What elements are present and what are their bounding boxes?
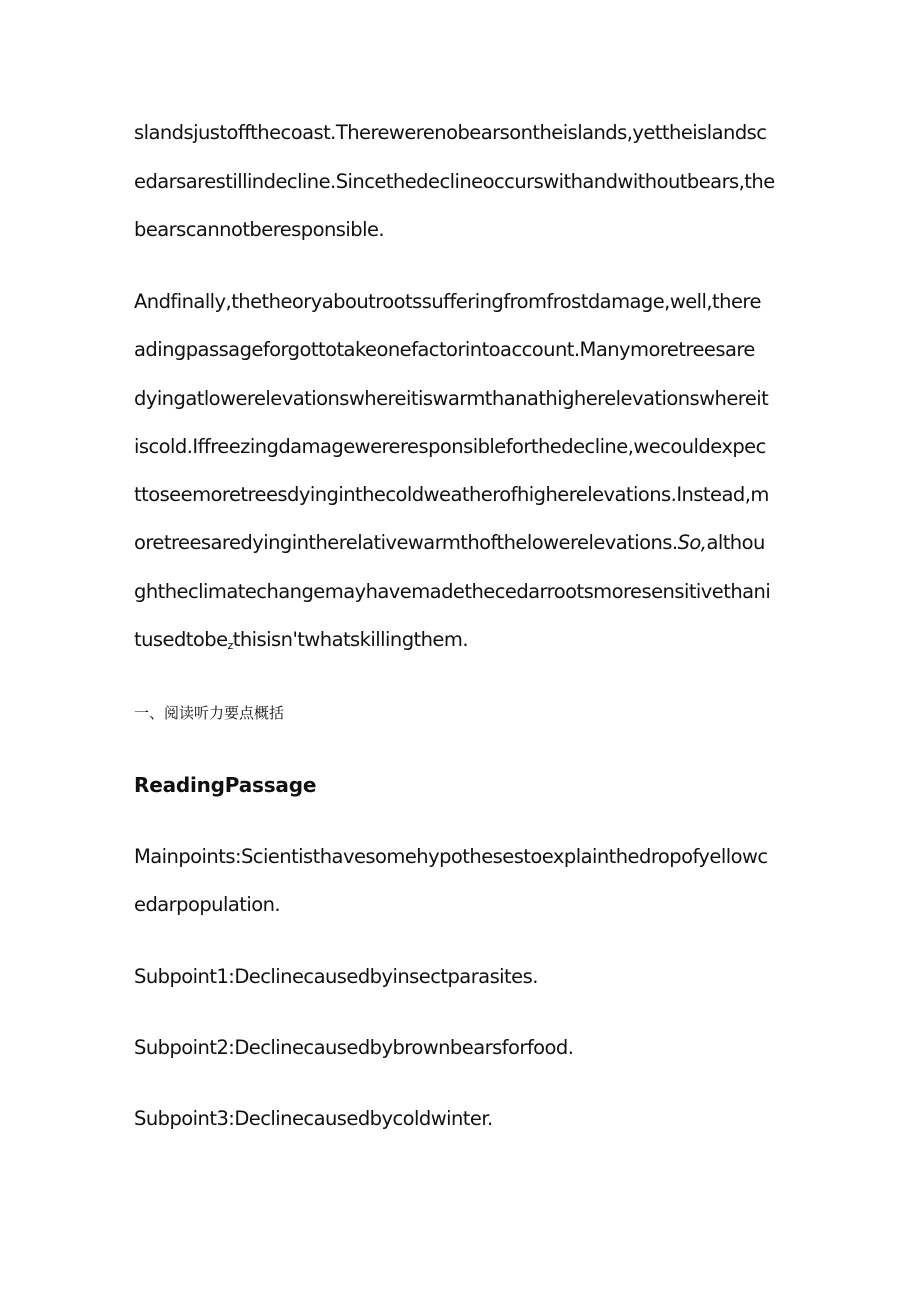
line-text: thisisn'twhatskillingthem. bbox=[232, 628, 468, 651]
reading-passage-title: ReadingPassage bbox=[134, 773, 317, 797]
paragraph-line: bearscannotberesponsible. bbox=[134, 218, 385, 241]
paragraph-line bbox=[134, 531, 765, 555]
line-text: oretreesaredyingintherelativewarmthofthelowerelevations. bbox=[134, 531, 678, 554]
subpoint-3: Subpoint3:Declinecausedbycoldwinter. bbox=[134, 1107, 493, 1130]
line-text: tusedtobe bbox=[134, 628, 228, 651]
paragraph-line: dyingatlowerelevationswhereitiswarmthanathigherelevationswhereit bbox=[134, 387, 769, 410]
paragraph-line: iscold.Iffreezingdamagewereresponsibleforthedecline,wecouldexpec bbox=[134, 435, 766, 458]
paragraph-line: Andfinally,thetheoryaboutrootssufferingfromfrostdamage,well,there bbox=[134, 290, 761, 313]
italic-text: So, bbox=[677, 531, 707, 554]
subpoint-1: Subpoint1:Declinecausedbyinsectparasites. bbox=[134, 965, 538, 988]
main-points-line: Mainpoints:Scientisthavesomehypothesestoexplainthedropofyellowc bbox=[134, 845, 768, 868]
main-points-line: edarpopulation. bbox=[134, 893, 281, 916]
paragraph-line: edarsarestillindecline.Sincethedeclineoccurswithandwithoutbears,the bbox=[134, 170, 775, 193]
line-text: althou bbox=[706, 531, 765, 554]
section-heading: 一、阅读听力要点概括 bbox=[134, 704, 285, 722]
subscript-text: z bbox=[227, 639, 233, 652]
paragraph-line: adingpassageforgottotakeonefactorintoaccount.Manymoretreesare bbox=[134, 338, 755, 361]
paragraph-line: ttoseemoretreesdyinginthecoldweatherofhigherelevations.Instead,m bbox=[134, 483, 769, 506]
subpoint-2: Subpoint2:Declinecausedbybrownbearsforfood. bbox=[134, 1036, 574, 1059]
paragraph-line bbox=[134, 628, 468, 658]
paragraph-line: ghtheclimatechangemayhavemadethecedarrootsmoresensitivethani bbox=[134, 580, 771, 603]
paragraph-line: slandsjustoffthecoast.Therewerenobearsontheislands,yettheislandsc bbox=[134, 121, 767, 144]
